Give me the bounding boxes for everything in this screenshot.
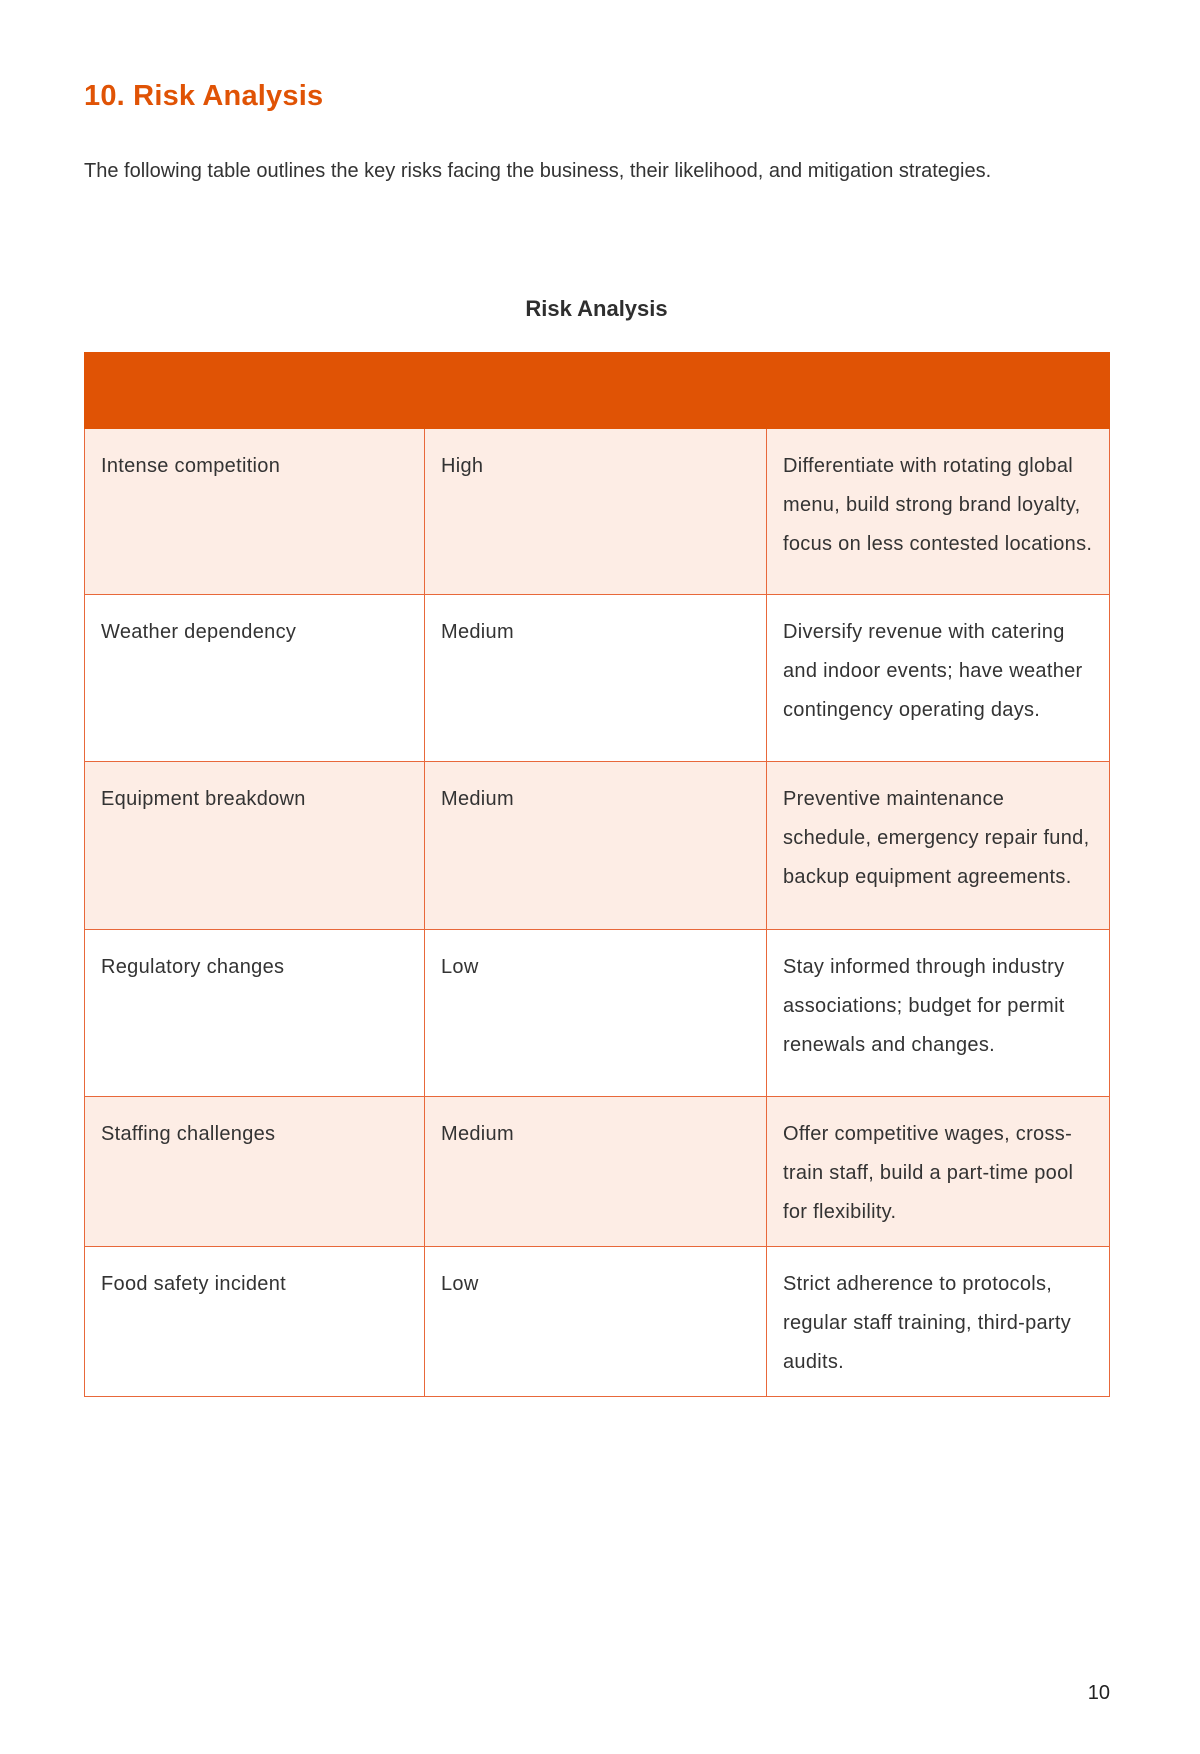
risk-cell: Equipment breakdown: [85, 762, 425, 930]
table-caption: Risk Analysis: [525, 296, 668, 321]
table-row: [85, 429, 1110, 595]
likelihood-cell: Medium: [425, 762, 767, 930]
section-intro: The following table outlines the key risks facing the business, their likelihood, and mitigation strategies.: [84, 160, 992, 182]
table-row: [85, 595, 1110, 762]
risk-cell: Weather dependency: [85, 595, 425, 762]
table-row: [85, 762, 1110, 930]
risk-table: [84, 352, 1110, 1397]
mitigation-cell: Differentiate with rotating global menu, build strong brand loyalty, focus on less contested locations.: [767, 429, 1110, 595]
table-row: [85, 930, 1110, 1097]
table-header: [85, 353, 1110, 429]
risk-cell: Food safety incident: [85, 1247, 425, 1397]
mitigation-cell: Strict adherence to protocols, regular staff training, third-party audits.: [767, 1247, 1110, 1397]
page-number: 10: [1087, 1682, 1110, 1704]
mitigation-cell: Stay informed through industry associations; budget for permit renewals and changes.: [767, 930, 1110, 1097]
likelihood-cell: Medium: [425, 595, 767, 762]
likelihood-cell: Low: [425, 1247, 767, 1397]
likelihood-cell: Low: [425, 930, 767, 1097]
header-cell-risk: [85, 353, 425, 429]
table-row: [85, 1097, 1110, 1247]
mitigation-cell: Offer competitive wages, cross-train staff, build a part-time pool for flexibility.: [767, 1097, 1110, 1247]
risk-cell: Staffing challenges: [85, 1097, 425, 1247]
risk-cell: Regulatory changes: [85, 930, 425, 1097]
section-title: 10. Risk Analysis: [84, 80, 324, 112]
table-row: [85, 1247, 1110, 1397]
header-cell-likelihood: [425, 353, 767, 429]
table-body: [85, 429, 1110, 1397]
header-cell-mitigation: [767, 353, 1110, 429]
likelihood-cell: High: [425, 429, 767, 595]
mitigation-cell: Preventive maintenance schedule, emergency repair fund, backup equipment agreements.: [767, 762, 1110, 930]
likelihood-cell: Medium: [425, 1097, 767, 1247]
risk-cell: Intense competition: [85, 429, 425, 595]
table-header-row: [85, 353, 1110, 429]
mitigation-cell: Diversify revenue with catering and indoor events; have weather contingency operating days.: [767, 595, 1110, 762]
